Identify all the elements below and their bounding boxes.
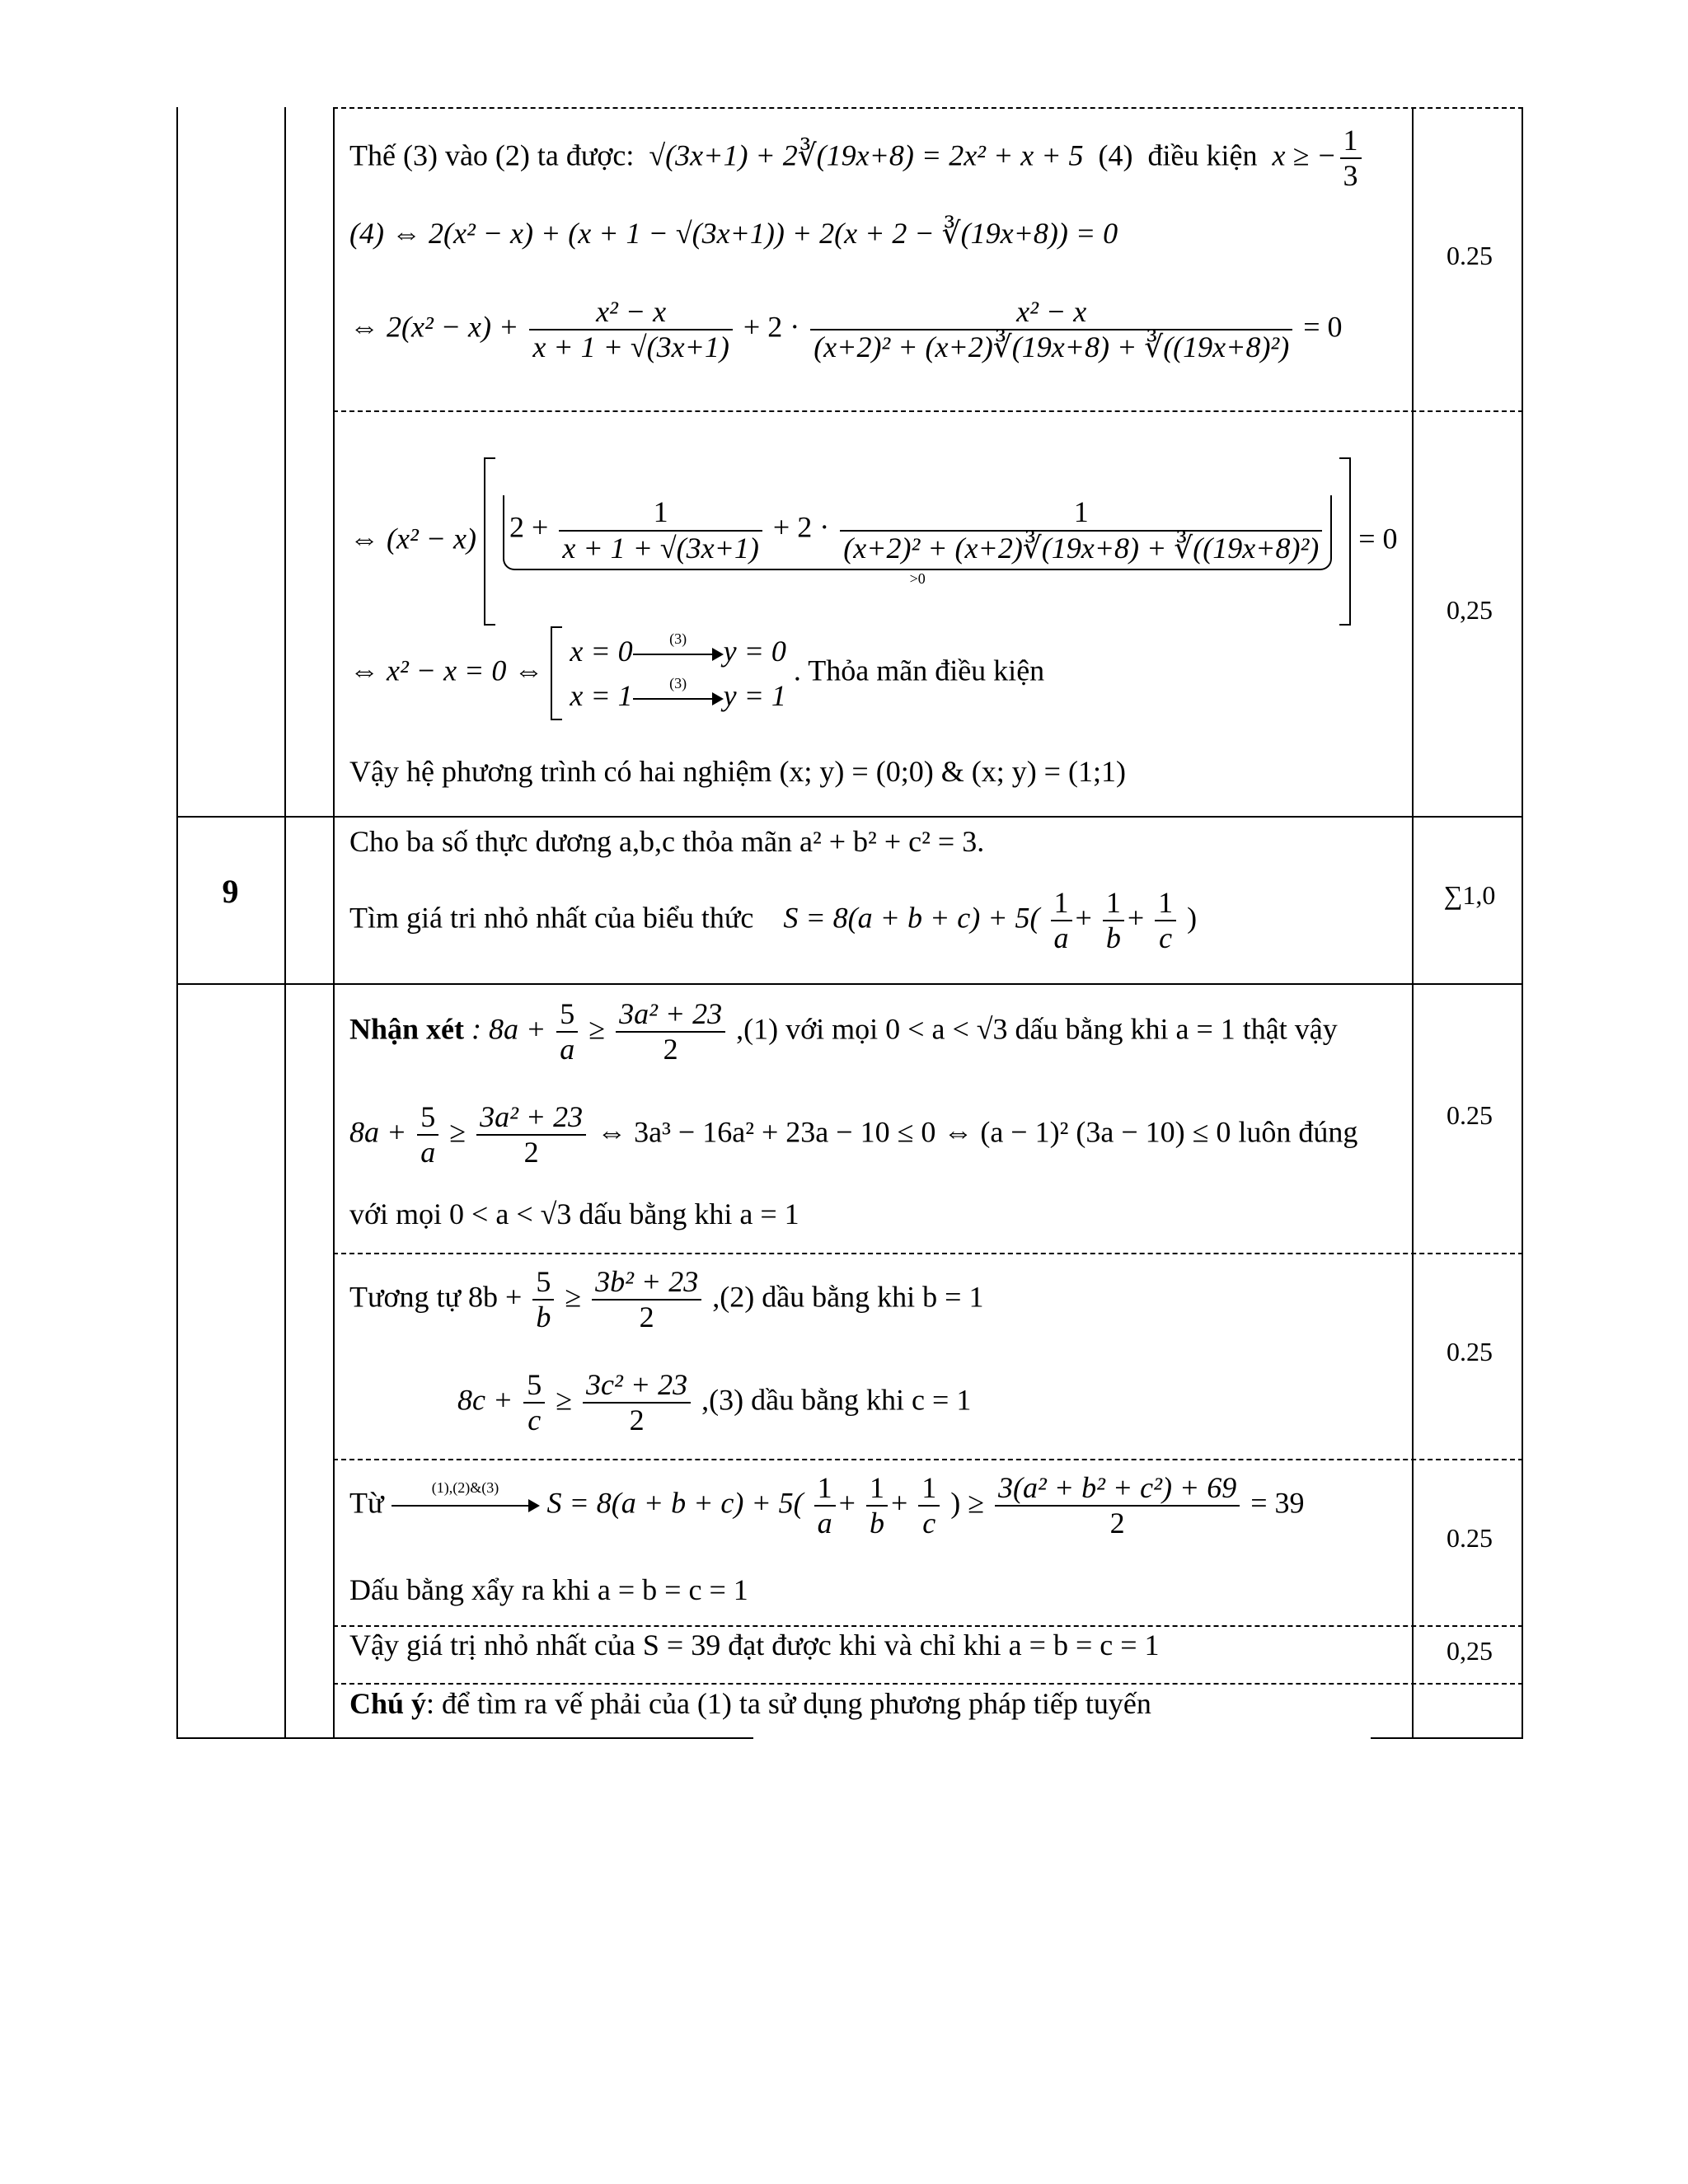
table-right-border bbox=[1522, 107, 1523, 1739]
equation-line: Nhận xét : 8a + $\frac{5}{a}$ ≥ $\frac{\text{3a² + 23}}{2}$ ,(1) với mọi 0 < a < √3 dấu bằng khi a = 1 thật vậy bbox=[349, 997, 1338, 1066]
table-bottom-border bbox=[176, 1737, 753, 1739]
row-divider bbox=[176, 816, 1523, 818]
row-divider bbox=[333, 1683, 1523, 1685]
table-col1-divider bbox=[284, 107, 286, 1739]
implies-arrow: (1),(2)&(3) bbox=[392, 1497, 540, 1514]
equation-line: (4) ⇔ 2(x² − x) + (x + 1 − √(3x+1)) + 2(x + 2 − ∛(19x+8)) = 0 bbox=[349, 217, 1118, 250]
score-cell: 0.25 bbox=[1447, 1100, 1493, 1130]
equation-line: Thế (3) vào (2) ta được: √(3x+1) + 2∛(19x+8) = 2x² + x + 5 (4) điều kiện x ≥ − $\frac{1}{3}$ bbox=[349, 124, 1365, 194]
equation-line: Dấu bằng xẩy ra khi a = b = c = 1 bbox=[349, 1573, 748, 1606]
score-cell: ∑1,0 bbox=[1443, 880, 1496, 910]
score-cell: 0.25 bbox=[1447, 1523, 1493, 1553]
score-cell: 0.25 bbox=[1447, 1337, 1493, 1366]
equation-line: Vậy hệ phương trình có hai nghiệm (x; y) = (0;0) & (x; y) = (1;1) bbox=[349, 755, 1126, 788]
equation-line: ⇔ 2(x² − x) + $\frac{\text{x² − x}}{x + 1 + √(3x+1)}$ + 2 · $\frac{\text{x² − x}}{\text{(x+2)² + (x+2)∛(19x+8) + ∛((19x+8)²)}}$ = 0 bbox=[349, 295, 1343, 364]
table-col2-divider bbox=[333, 107, 335, 1739]
positive-brace: 2 + $\frac{1}{x + 1 + √(3x+1)}$ + 2 · $\frac{1}{\text{(x+2)² + (x+2)∛(19x+8) + ∛((19x+8)²)}}$ bbox=[503, 495, 1332, 570]
row-divider bbox=[333, 107, 1523, 109]
row-divider bbox=[176, 983, 1523, 985]
implies-arrow: (3) bbox=[633, 646, 724, 663]
equation-line: Vậy giá trị nhỏ nhất của S = 39 đạt được khi và chỉ khi a = b = c = 1 bbox=[349, 1629, 1160, 1661]
equation-line: 8a + $\frac{5}{a}$ ≥ $\frac{\text{3a² + 23}}{2}$ ⇔ 3a³ − 16a² + 23a − 10 ≤ 0 ⇔ (a − 1)² (3a − 10) ≤ 0 luôn đúng bbox=[349, 1100, 1358, 1169]
score-cell: 0.25 bbox=[1447, 241, 1493, 270]
implies-arrow: (3) bbox=[633, 691, 724, 707]
table-bottom-border bbox=[1371, 1737, 1523, 1739]
question-number: 9 bbox=[222, 873, 239, 910]
question-text: Tìm giá tri nhỏ nhất của biểu thức S = 8(a + b + c) + 5( $\frac{1}{a}$ + $\frac{1}{b}$ + $\frac{1}{c}$ ) bbox=[349, 886, 1198, 955]
table-left-border bbox=[176, 107, 178, 1739]
row-divider bbox=[333, 1625, 1523, 1627]
equation-line: 8c + $\frac{5}{c}$ ≥ $\frac{\text{3c² + 23}}{2}$ ,(3) dầu bằng khi c = 1 bbox=[457, 1368, 972, 1437]
row-divider bbox=[333, 1253, 1523, 1254]
table-col3-divider bbox=[1412, 107, 1414, 1739]
equation-line: Từ (1),(2)&(3) S = 8(a + b + c) + 5( $\frac{1}{a}$ + $\frac{1}{b}$ + $\frac{1}{c}$ ) ≥ $\frac{\text{3(a² + b² + c²) + 69}}{2}$ = 39 bbox=[349, 1471, 1305, 1540]
equation-line: Tương tự 8b + $\frac{5}{b}$ ≥ $\frac{\text{3b² + 23}}{2}$ ,(2) dầu bằng khi b = 1 bbox=[349, 1265, 984, 1334]
note-line: Chú ý: để tìm ra vế phải của (1) ta sử dụng phương pháp tiếp tuyến bbox=[349, 1687, 1151, 1720]
score-cell: 0,25 bbox=[1447, 595, 1493, 625]
equation-line: ⇔ x² − x = 0 ⇔ x = 0 (3) y = 0 x = 1 (3) y = 1 . Thỏa mãn điều kiện bbox=[349, 626, 1044, 720]
equation-line: ⇔ (x² − x) 2 + $\frac{1}{x + 1 + √(3x+1)}$ + 2 · $\frac{1}{\text{(x+2)² + (x+2)∛(19x+8) + ∛((19x+8)²)}}$ >0 = 0 bbox=[349, 457, 1398, 626]
score-cell: 0,25 bbox=[1447, 1636, 1493, 1666]
row-divider bbox=[333, 1459, 1523, 1460]
equation-line: với mọi 0 < a < √3 dấu bằng khi a = 1 bbox=[349, 1197, 799, 1230]
row-divider bbox=[333, 410, 1523, 412]
question-text: Cho ba số thực dương a,b,c thỏa mãn a² + b² + c² = 3. bbox=[349, 825, 985, 858]
